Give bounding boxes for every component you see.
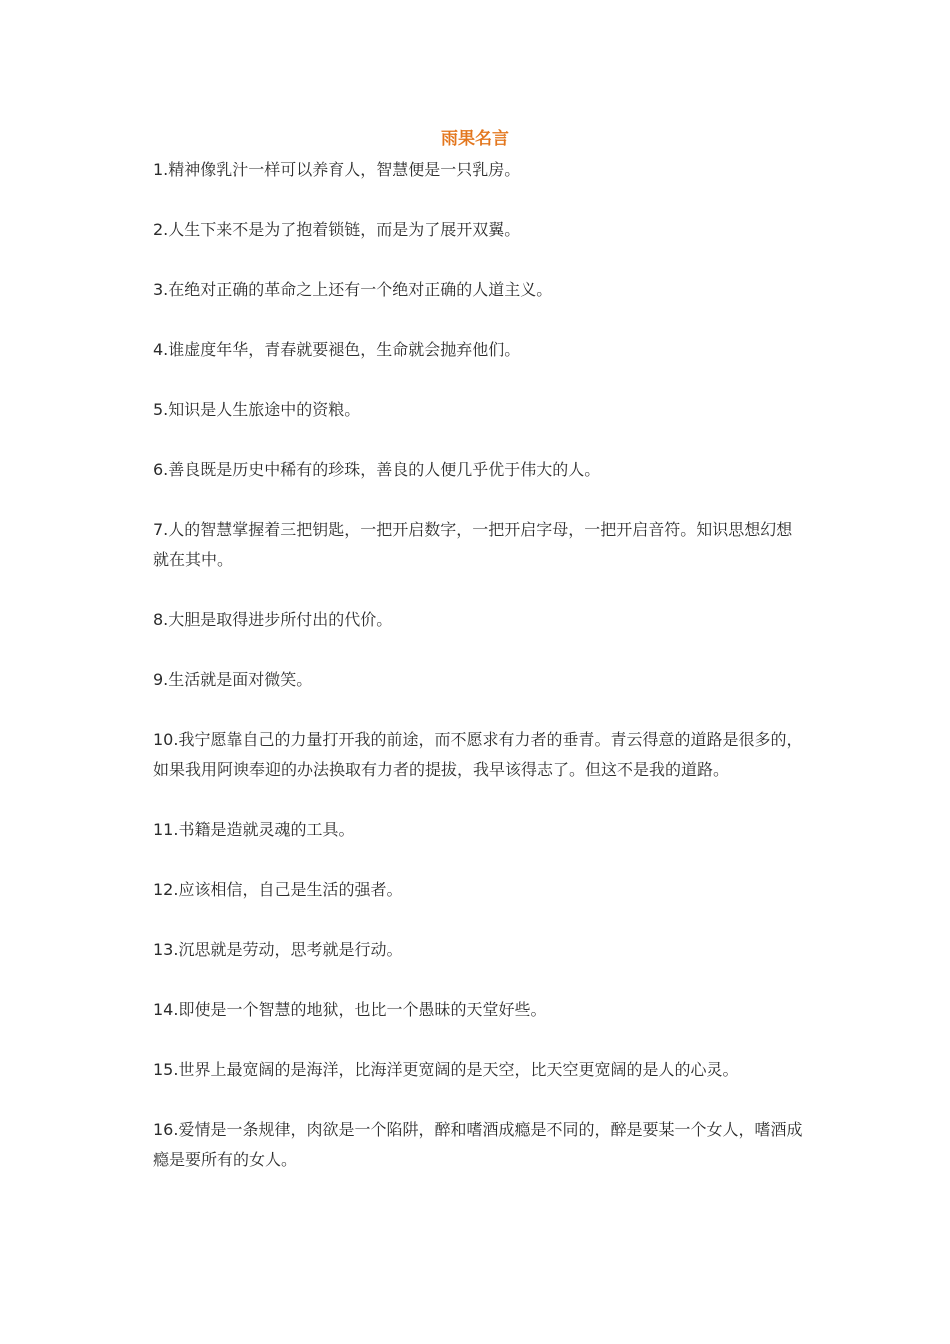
quote-item: 5.知识是人生旅途中的资粮。 [153, 400, 361, 419]
quote-list [153, 155, 803, 1205]
quote-item: 14.即使是一个智慧的地狱，也比一个愚昧的天堂好些。 [153, 1000, 547, 1019]
quote-item: 4.谁虚度年华，青春就要褪色，生命就会抛弃他们。 [153, 340, 521, 359]
quote-item: 9.生活就是面对微笑。 [153, 670, 313, 689]
quote-item: 15.世界上最宽阔的是海洋，比海洋更宽阔的是天空，比天空更宽阔的是人的心灵。 [153, 1060, 739, 1079]
quote-item: 16.爱情是一条规律，肉欲是一个陷阱，醉和嗜酒成瘾是不同的，醉是要某一个女人，嗜酒成瘾是要所有的女人。 [153, 1120, 803, 1169]
quote-item: 2.人生下来不是为了抱着锁链，而是为了展开双翼。 [153, 220, 521, 239]
quote-item: 13.沉思就是劳动，思考就是行动。 [153, 940, 403, 959]
quote-item: 7.人的智慧掌握着三把钥匙，一把开启数字，一把开启字母，一把开启音符。知识思想幻想就在其中。 [153, 520, 793, 569]
document-title: 雨果名言 [441, 129, 509, 149]
quote-item: 12.应该相信，自己是生活的强者。 [153, 880, 403, 899]
quote-item: 10.我宁愿靠自己的力量打开我的前途，而不愿求有力者的垂青。青云得意的道路是很多的，如果我用阿谀奉迎的办法换取有力者的提拔，我早该得志了。但这不是我的道路。 [153, 730, 803, 779]
quote-item: 8.大胆是取得进步所付出的代价。 [153, 610, 393, 629]
quote-item: 6.善良既是历史中稀有的珍珠，善良的人便几乎优于伟大的人。 [153, 460, 601, 479]
quote-item: 3.在绝对正确的革命之上还有一个绝对正确的人道主义。 [153, 280, 553, 299]
quote-item: 1.精神像乳汁一样可以养育人，智慧便是一只乳房。 [153, 160, 521, 179]
quote-item: 11.书籍是造就灵魂的工具。 [153, 820, 355, 839]
